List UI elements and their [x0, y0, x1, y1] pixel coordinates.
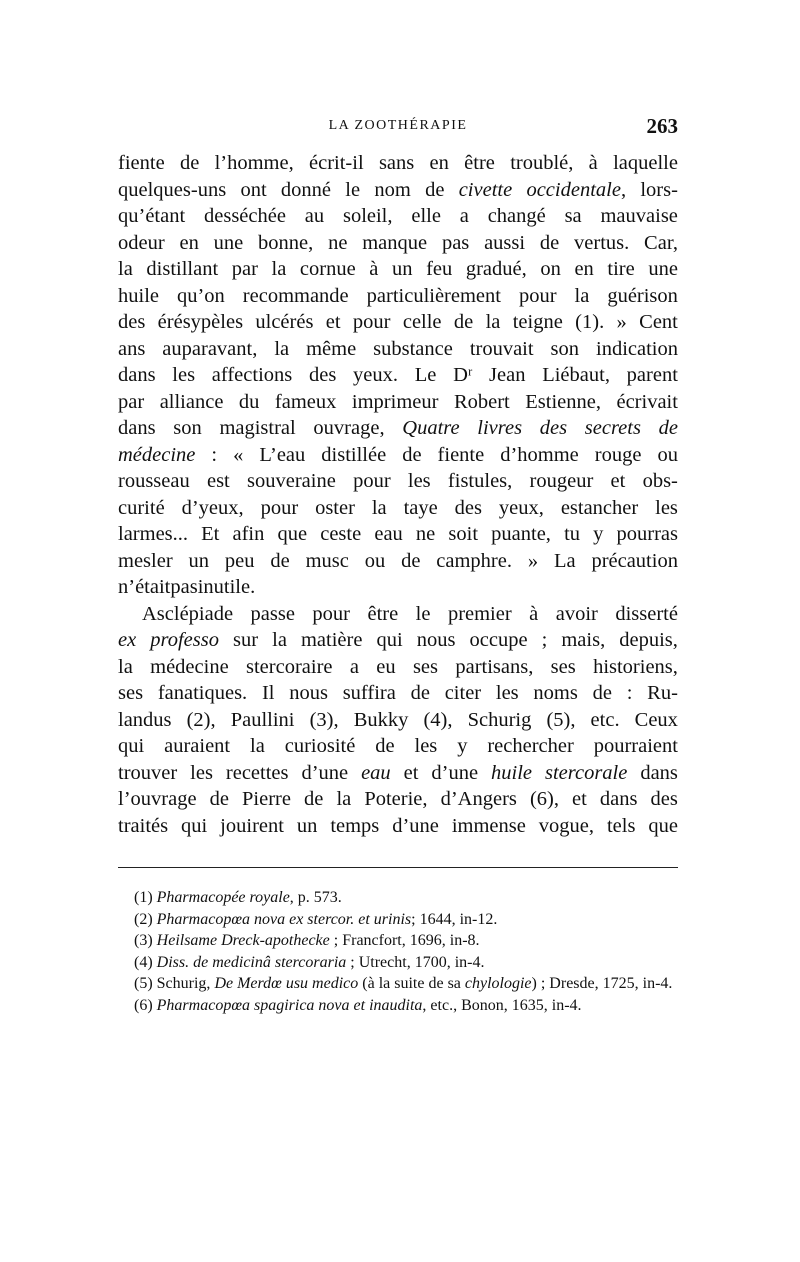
- text-line: par alliance du fameux imprimeur Robert Estienne, écrivait: [118, 390, 678, 413]
- text-line: dans les affections des yeux. Le Dʳ Jean Liébaut, parent: [118, 364, 678, 386]
- text-line: mesler un peu de musc ou de camphre. » La précaution: [118, 549, 678, 572]
- text-line: médecine : « L’eau distillée de fiente d’homme rouge ou: [118, 443, 678, 466]
- page-number: 263: [646, 114, 678, 138]
- text-line: l’ouvrage de Pierre de la Poterie, d’Angers (6), et dans des: [118, 788, 678, 810]
- text-line: n’était pas inutile.: [118, 576, 256, 598]
- text-line: qu’étant desséchée au soleil, elle a changé sa mauvaise: [118, 205, 678, 227]
- footnote: (4) Diss. de medicinâ stercoraria ; Utrecht, 1700, in-4.: [134, 953, 485, 971]
- text-line: landus (2), Paullini (3), Bukky (4), Schurig (5), etc. Ceux: [118, 708, 678, 731]
- text-line: trouver les recettes d’une eau et d’une huile stercorale dans: [118, 761, 678, 784]
- text-line: ses fanatiques. Il nous suffira de citer les noms de : Ru-: [118, 682, 678, 704]
- text-line: larmes... Et afin que ceste eau ne soit puante, tu y pourras: [118, 523, 678, 545]
- text-line: rousseau est souveraine pour les fistules, rougeur et obs-: [118, 470, 678, 492]
- text-line: odeur en une bonne, ne manque pas aussi de vertus. Car,: [118, 231, 678, 254]
- text-line: ans auparavant, la même substance trouvait son indication: [118, 337, 678, 360]
- footnotes: [118, 887, 678, 1016]
- text-line: qui auraient la curiosité de les y rechercher pourraient: [118, 735, 678, 757]
- footnote: (2) Pharmacopœa nova ex stercor. et urinis; 1644, in-12.: [134, 910, 498, 928]
- running-title: LA ZOOTHÉRAPIE: [328, 118, 468, 133]
- text-line: Asclépiade passe pour être le premier à avoir disserté: [142, 602, 678, 625]
- text-line: quelques-uns ont donné le nom de civette occidentale, lors-: [118, 178, 678, 201]
- text-line: des érésypèles ulcérés et pour celle de la teigne (1). » Cent: [118, 311, 678, 333]
- text-line: ex professo sur la matière qui nous occupe ; mais, depuis,: [118, 629, 678, 651]
- body-text: [118, 150, 678, 839]
- text-line: la distillant par la cornue à un feu gradué, on en tire une: [118, 258, 678, 280]
- footnote: (5) Schurig, De Merdœ usu medico (à la suite de sa chylologie) ; Dresde, 1725, in-4.: [134, 975, 673, 992]
- text-line: traités qui jouirent un temps d’une immense vogue, tels que: [118, 814, 678, 837]
- text-line: la médecine stercoraire a eu ses partisans, ses historiens,: [118, 655, 678, 678]
- page-header: [118, 114, 678, 144]
- footnote: (3) Heilsame Dreck-apothecke ; Francfort, 1696, in-8.: [134, 932, 480, 949]
- footnote: (1) Pharmacopée royale, p. 573.: [134, 889, 342, 906]
- text-line: fiente de l’homme, écrit-il sans en être troublé, à laquelle: [118, 152, 678, 174]
- text-line: huile qu’on recommande particulièrement pour la guérison: [118, 284, 678, 307]
- footnote: (6) Pharmacopœa spagirica nova et inaudita, etc., Bonon, 1635, in-4.: [134, 996, 582, 1014]
- text-line: dans son magistral ouvrage, Quatre livres des secrets de: [118, 417, 678, 439]
- text-line: curité d’yeux, pour oster la taye des yeux, estancher les: [118, 496, 678, 519]
- footnote-rule: [118, 867, 678, 868]
